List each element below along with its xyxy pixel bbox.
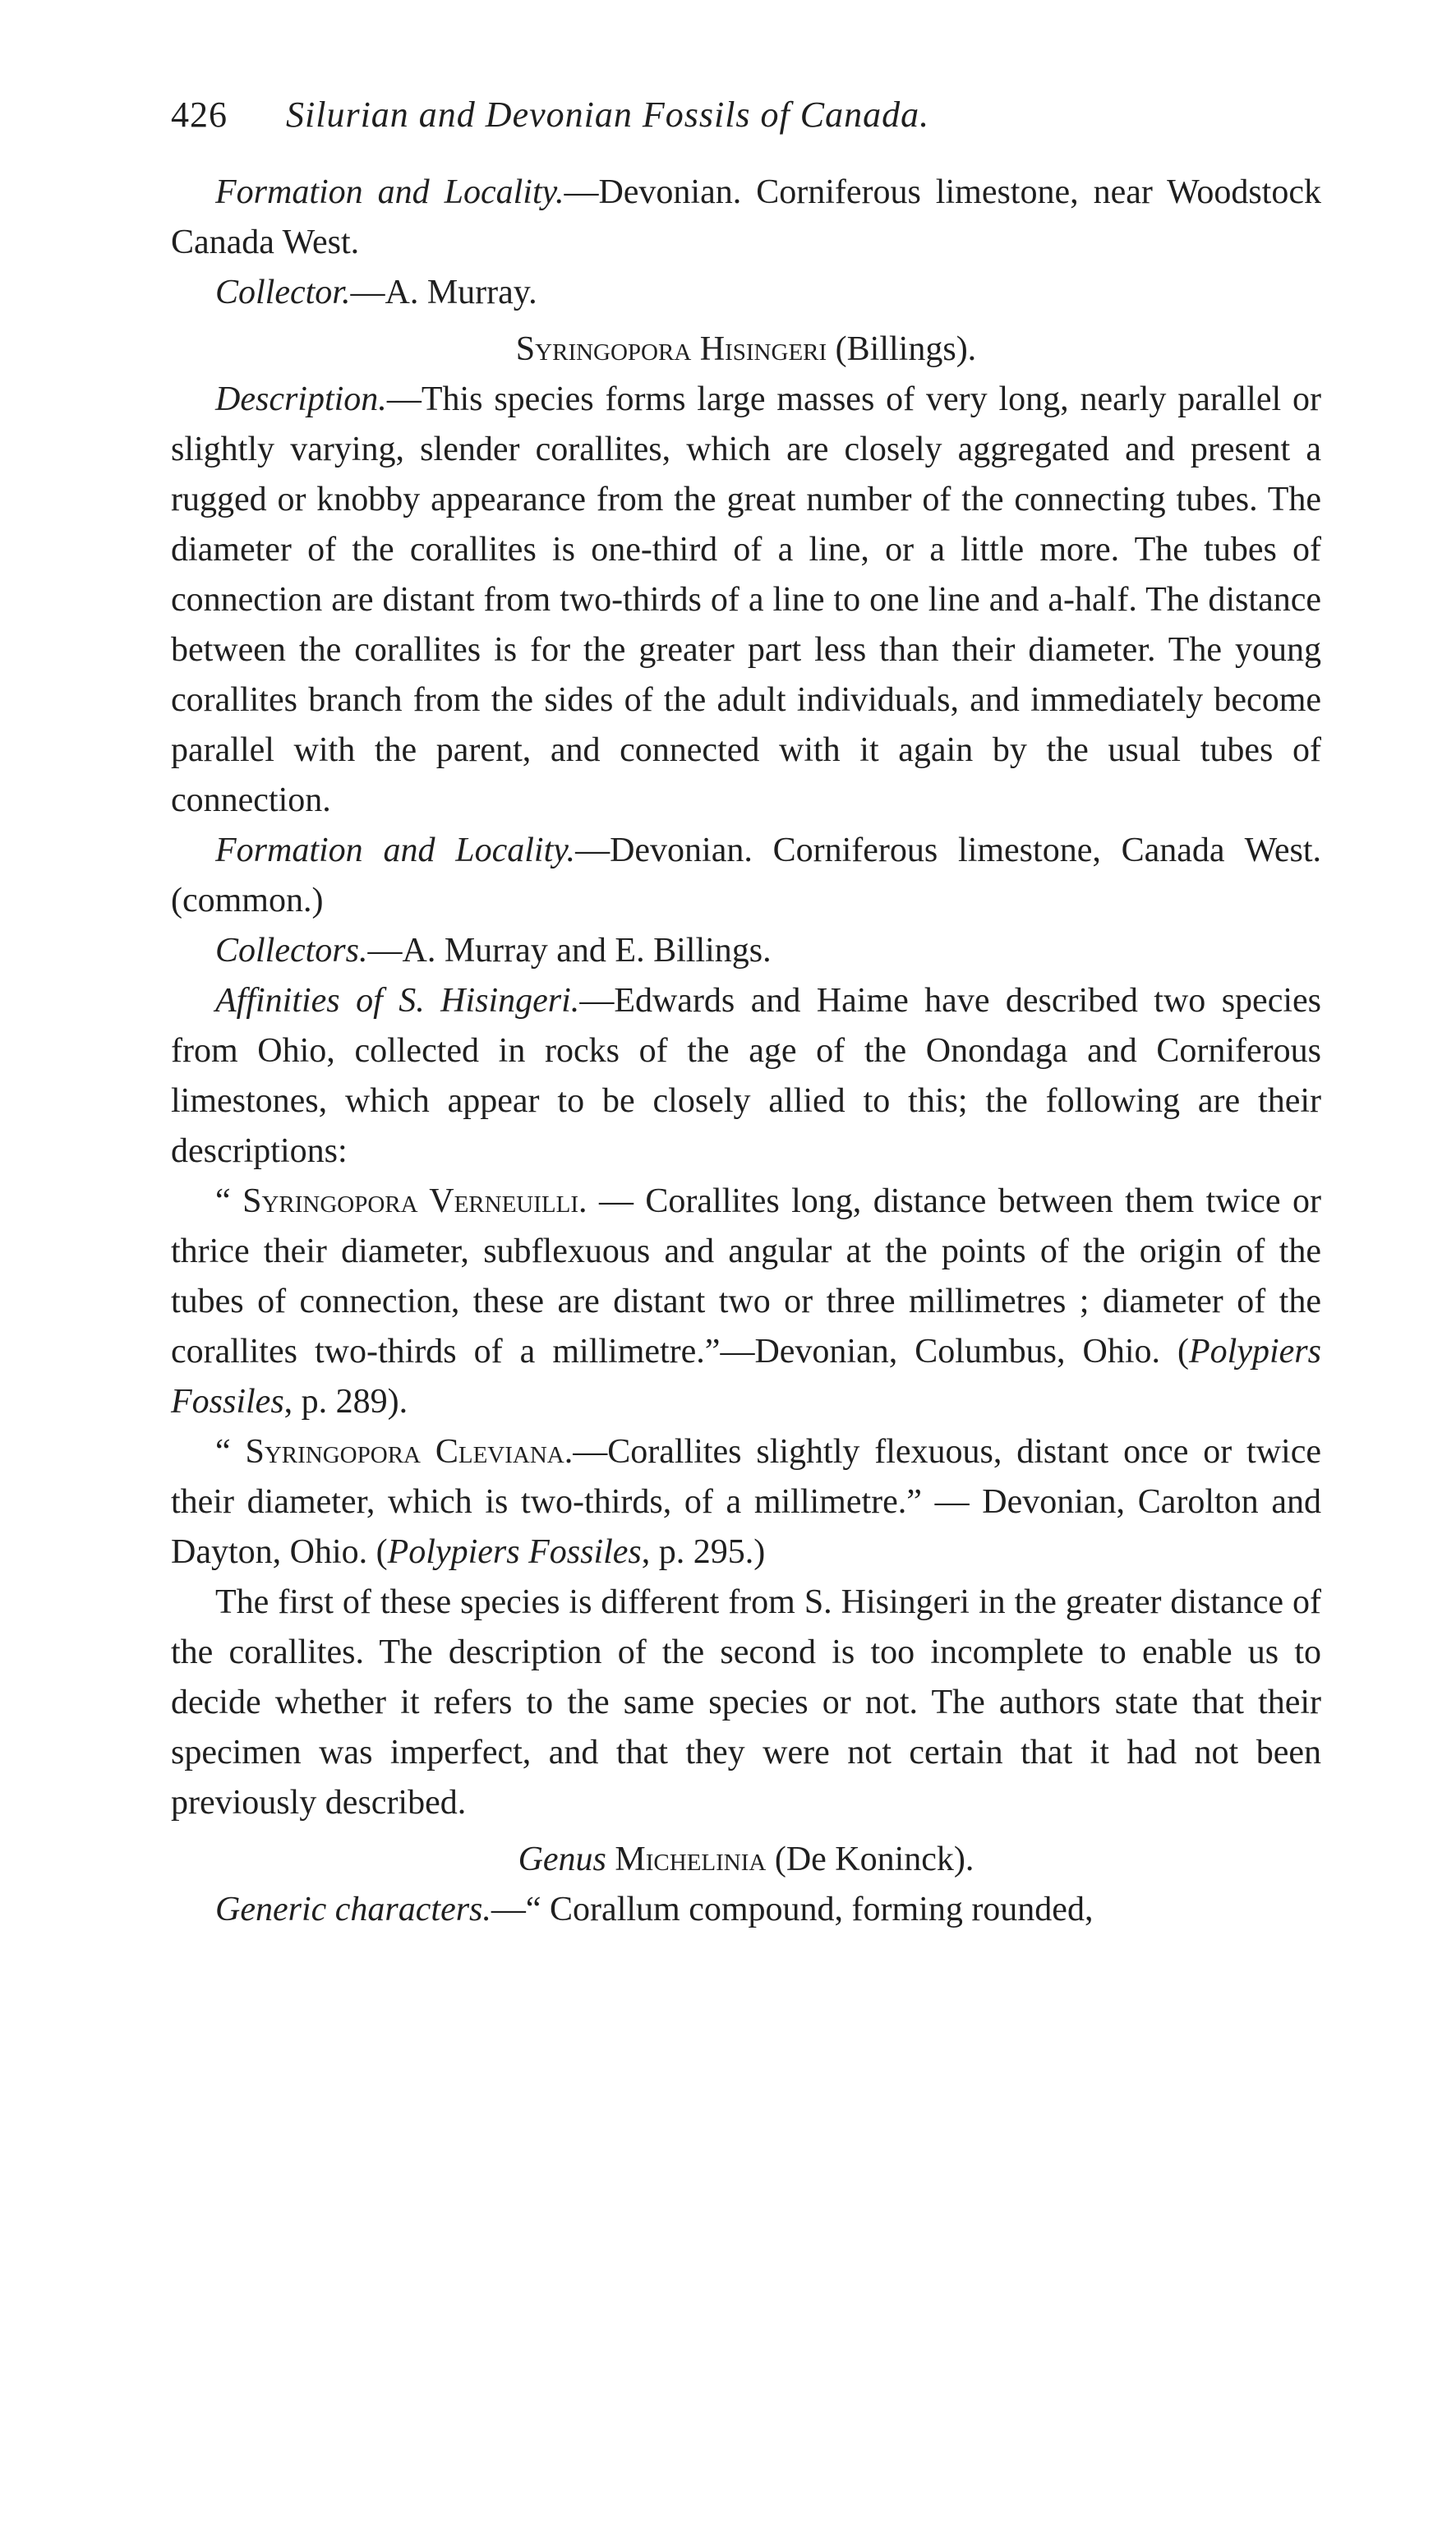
collector-text: —A. Murray. <box>350 274 537 311</box>
page-number: 426 <box>171 94 228 135</box>
verneuilli-species: Syringopora Verneuilli. <box>242 1182 587 1220</box>
species-heading <box>171 325 1321 375</box>
collectors-text: —A. Murray and E. Billings. <box>367 932 772 970</box>
cleviana-text: —Corallites slightly flexuous, distant once or twice their diameter, which is two-thirds, of a millimetre.” — Devonian, Carolton and Dayton, Ohio. ( <box>171 1433 1321 1571</box>
comparison-paragraph: The first of these species is different from S. Hisingeri in the greater distance of the corallites. The description of the second is too incomplete to enable us to decide whether it refers to the same species or not. The authors state that their specimen was imperfect, and that they were not certain that it had not been previously described. <box>171 1583 1321 1822</box>
cleviana-reference: Polypiers Fossiles <box>387 1533 642 1571</box>
open-quote: “ <box>215 1433 246 1471</box>
collectors-paragraph <box>171 926 1321 976</box>
species-name: Syringopora Hisingeri <box>515 330 827 368</box>
collector-paragraph <box>171 268 1321 318</box>
description-label: Description. <box>215 380 387 418</box>
genus-author: (De Koninck). <box>766 1841 975 1878</box>
genus-label: Genus <box>518 1841 606 1878</box>
formation-text: —Devonian. Corniferous limestone, Canada West. (common.) <box>171 832 1322 919</box>
open-quote: “ <box>215 1182 243 1220</box>
affinities-text: —Edwards and Haime have described two species from Ohio, collected in rocks of the age of the Onondaga and Corniferous limestones, which appear to be closely allied to this; the following are their descriptions: <box>171 982 1321 1170</box>
formation-text: —Devonian. Corniferous limestone, near Woodstock Canada West. <box>171 173 1321 261</box>
verneuilli-quote <box>171 1177 1321 1427</box>
collector-label: Collector. <box>215 274 351 311</box>
formation-label: Formation and Locality. <box>215 832 576 869</box>
cleviana-species: Syringopora Cleviana. <box>245 1433 574 1471</box>
document-page <box>171 90 1321 1935</box>
cleviana-quote <box>171 1427 1321 1578</box>
affinities-label: Affinities of S. Hisingeri. <box>215 982 580 1020</box>
description-paragraph <box>171 375 1321 826</box>
species-author: (Billings). <box>827 330 977 368</box>
formation-locality-paragraph-1 <box>171 168 1321 268</box>
page-header <box>171 90 1321 140</box>
verneuilli-end: , p. 289). <box>283 1383 408 1421</box>
verneuilli-reference: Polypiers Fossiles <box>171 1333 1321 1421</box>
description-text: —This species forms large masses of very long, nearly parallel or slightly varying, slender corallites, which are closely aggregated and present a rugged or knobby appearance from the great number of the connecting tubes. The diameter of the corallites is one-third of a line, or a little more. The tubes of connection are distant from two-thirds of a line to one line and a-half. The distance between the corallites is for the greater part less than their diameter. The young corallites branch from the sides of the adult individuals, and immediately become parallel with the parent, and connected with it again by the usual tubes of connection. <box>171 380 1321 819</box>
generic-characters-label: Generic characters. <box>215 1891 491 1928</box>
genus-name: Michelinia <box>606 1841 767 1878</box>
generic-characters-text: —“ Corallum compound, forming rounded, <box>491 1891 1094 1928</box>
generic-characters-paragraph <box>171 1885 1321 1935</box>
running-title: Silurian and Devonian Fossils of Canada. <box>286 94 930 135</box>
collectors-label: Collectors. <box>215 932 368 970</box>
formation-label: Formation and Locality. <box>215 173 564 211</box>
affinities-paragraph <box>171 976 1321 1177</box>
formation-locality-paragraph-2 <box>171 826 1321 926</box>
cleviana-end: , p. 295.) <box>641 1533 766 1571</box>
genus-heading <box>171 1835 1321 1885</box>
verneuilli-text: — Corallites long, distance between them twice or thrice their diameter, subflexuous and angular at the points of the origin of the tubes of connection, these are distant two or three millimetres ; diameter of the corallites two-thirds of a millimetre.”—Devonian, Columbus, Ohio. ( <box>171 1182 1321 1371</box>
